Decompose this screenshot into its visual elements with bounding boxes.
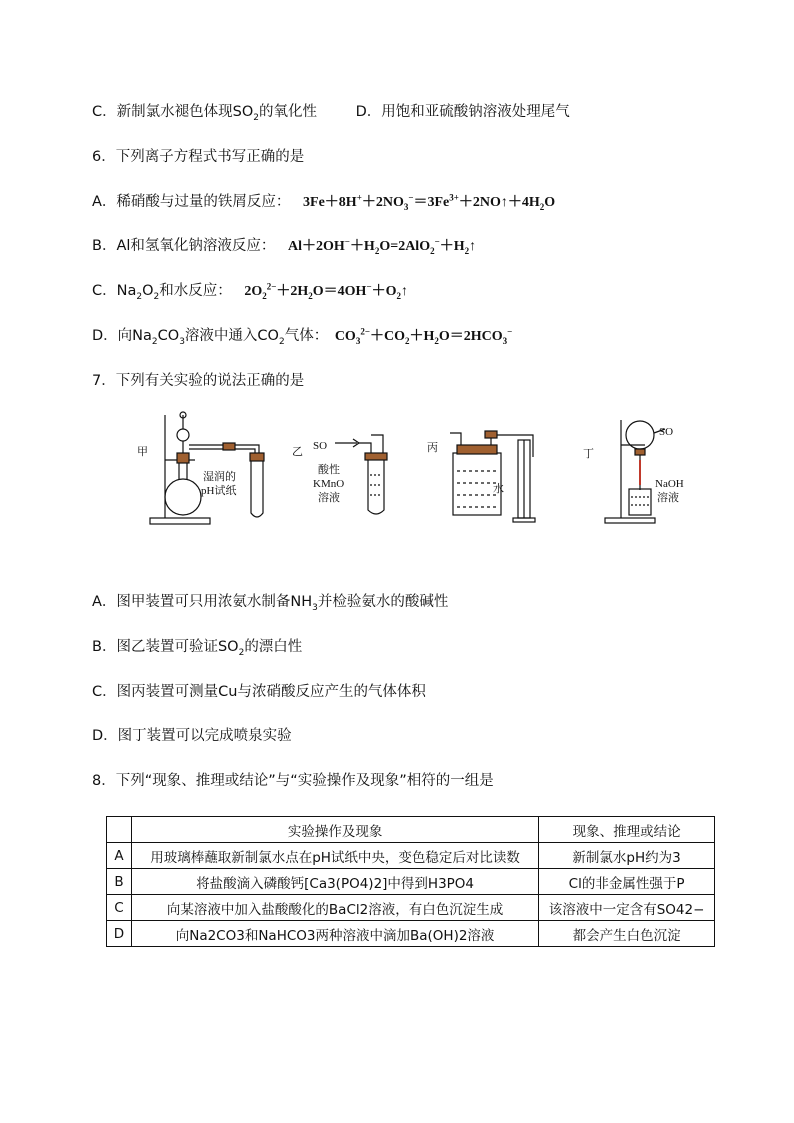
row-result: Cl的非金属性强于P <box>539 869 715 895</box>
q5-option-c: C．新制氯水褪色体现$SO_2$的氧化性 <box>92 104 317 123</box>
row-result: 都会产生白色沉淀 <box>539 921 715 947</box>
svg-text:SO: SO <box>313 440 328 452</box>
q7-apparatus-figures <box>135 405 695 530</box>
q8-table <box>106 816 715 947</box>
table-row <box>107 921 715 947</box>
svg-text:KMnO: KMnO <box>313 478 345 490</box>
svg-text:湿润的: 湿润的 <box>203 471 236 483</box>
q5-options-line <box>92 100 570 121</box>
row-operation: 向Na2CO3和NaHCO3两种溶液中滴加Ba(OH)2溶液 <box>132 921 539 947</box>
table-header-result: 现象、推理或结论 <box>539 817 715 843</box>
svg-text:酸性: 酸性 <box>318 464 340 476</box>
q6-c-equation: $2O_2^{2-}+2H_2O=4OH^-+O_2↑$ <box>244 281 408 301</box>
apparatus-ding <box>605 420 665 523</box>
svg-text:丁: 丁 <box>583 448 594 460</box>
q6-d-equation: $CO_3^{2-}+CO_2+H_2O=2HCO_3^-$ <box>334 326 513 346</box>
svg-text:NaOH: NaOH <box>655 478 684 490</box>
q8-stem: 8．下列“现象、推理或结论”与“实验操作及现象”相符的一组是 <box>92 773 494 789</box>
apparatus-jia <box>150 412 264 524</box>
q7-option-d: D．图丁装置可以完成喷泉实验 <box>92 728 292 744</box>
q6-b-equation: $Al+2OH^-+H_2O=2AlO_2^-+H_2↑$ <box>288 236 477 256</box>
row-operation: 将盐酸滴入磷酸钙[Ca3(PO4)2]中得到H3PO4 <box>132 869 539 895</box>
table-header-row <box>107 817 715 843</box>
q6-option-d: D．向$Na_2CO_3$溶液中通入$CO_2$气体： $CO_3^{2-}+CO_2+H_2O=2HCO_3^-$ <box>92 326 513 347</box>
q7-stem: 7．下列有关实验的说法正确的是 <box>92 373 305 389</box>
svg-text:水: 水 <box>493 483 504 495</box>
table-header-operation: 实验操作及现象 <box>132 817 539 843</box>
svg-text:pH试纸: pH试纸 <box>201 485 237 497</box>
row-label: D <box>107 921 132 947</box>
svg-text:乙: 乙 <box>292 446 303 458</box>
q5-option-d: D．用饱和亚硫酸钠溶液处理尾气 <box>355 104 570 120</box>
row-result: 该溶液中一定含有SO42− <box>539 895 715 921</box>
table-header-label <box>107 817 132 843</box>
q6-a-equation: $3Fe+8H^++2NO_3^-=3Fe^{3+}+2NO↑+4H_2O$ <box>303 192 556 212</box>
q7-option-b: B．图乙装置可验证$SO_2$的漂白性 <box>92 639 303 658</box>
row-label: A <box>107 843 132 869</box>
svg-text:SO: SO <box>659 426 674 438</box>
q6-stem: 6．下列离子方程式书写正确的是 <box>92 149 305 165</box>
svg-text:溶液: 溶液 <box>657 492 679 504</box>
svg-text:丙: 丙 <box>427 442 438 454</box>
q7-option-c: C．图丙装置可测量Cu与浓硝酸反应产生的气体体积 <box>92 684 426 700</box>
svg-text:溶液: 溶液 <box>318 492 340 504</box>
q6-option-a: A．稀硝酸与过量的铁屑反应： $3Fe+8H^++2NO_3^-=3Fe^{3+}+2NO↑+4H_2O$ <box>92 192 556 212</box>
svg-text:甲: 甲 <box>137 446 148 458</box>
row-result: 新制氯水pH约为3 <box>539 843 715 869</box>
row-label: B <box>107 869 132 895</box>
table-row <box>107 895 715 921</box>
apparatus-yi <box>335 435 387 514</box>
table-row <box>107 843 715 869</box>
row-label: C <box>107 895 132 921</box>
q6-option-c: C．$Na_2O_2$和水反应： $2O_2^{2-}+2H_2O=4OH^-+O_2↑$ <box>92 281 408 302</box>
apparatus-bing <box>450 431 535 522</box>
table-row <box>107 869 715 895</box>
q7-option-a: A．图甲装置可只用浓氨水制备$NH_3$并检验氨水的酸碱性 <box>92 594 449 613</box>
row-operation: 用玻璃棒蘸取新制氯水点在pH试纸中央，变色稳定后对比读数 <box>132 843 539 869</box>
q6-option-b: B．Al和氢氧化钠溶液反应： $Al+2OH^-+H_2O=2AlO_2^-+H_2↑$ <box>92 236 477 256</box>
row-operation: 向某溶液中加入盐酸酸化的BaCl2溶液，有白色沉淀生成 <box>132 895 539 921</box>
